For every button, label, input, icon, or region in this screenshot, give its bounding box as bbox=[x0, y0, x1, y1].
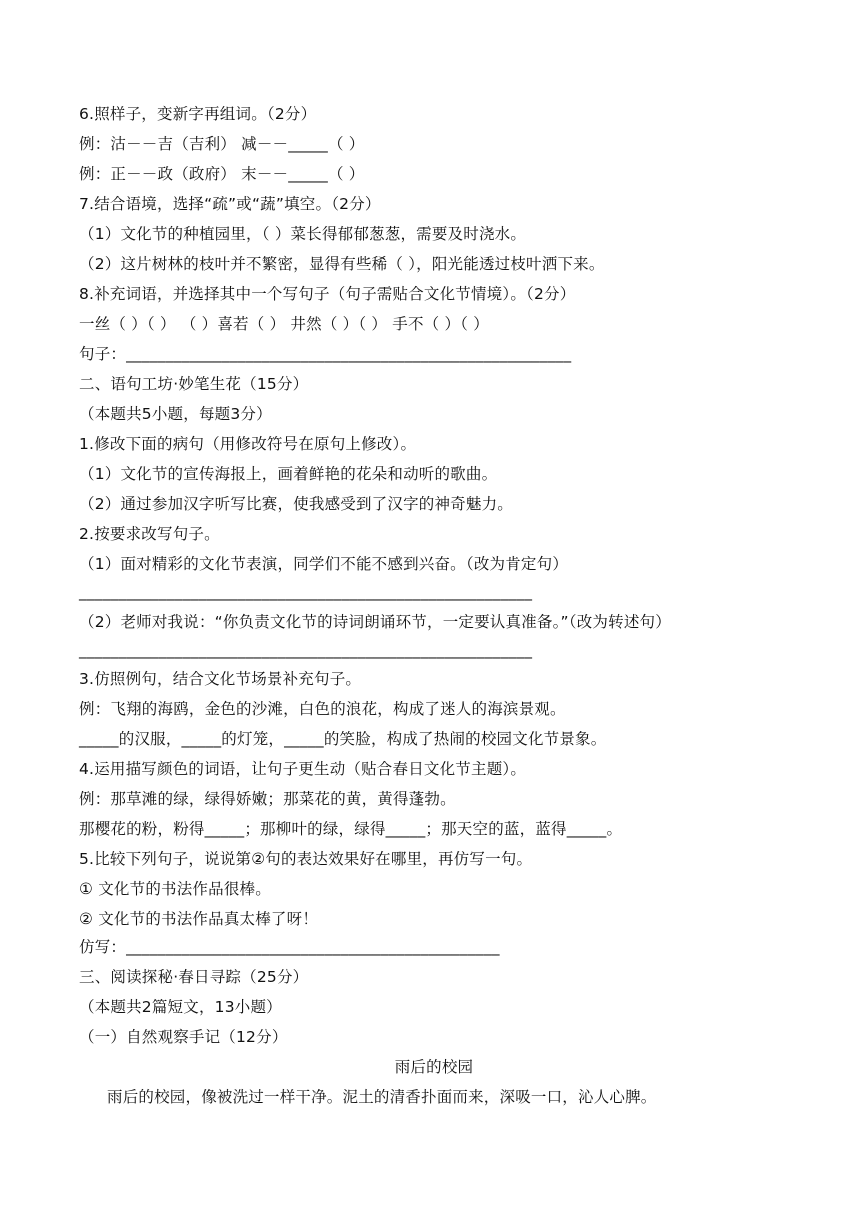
section-2-q3-example: 例：飞翔的海鸥，金色的沙滩，白色的浪花，构成了迷人的海滨景观。 bbox=[79, 700, 566, 718]
section-3-heading: 三、阅读探秘·春日寻踪（25分） bbox=[79, 968, 309, 986]
section-2-q5-imitation-line: 仿写：_______________________________________________ bbox=[79, 938, 500, 956]
question-7-title: 7.结合语境，选择“疏”或“蔬”填空。（2分） bbox=[79, 195, 381, 213]
section-2-q4-fill: 那樱花的粉，粉得_____；那柳叶的绿，绿得_____；那天空的蓝，蓝得_____。 bbox=[79, 820, 623, 838]
section-2-q5-title: 5.比较下列句子，说说第②句的表达效果好在哪里，再仿写一句。 bbox=[79, 850, 533, 868]
question-8-title: 8.补充词语，并选择其中一个写句子（句子需贴合文化节情境）。（2分） bbox=[79, 285, 576, 303]
section-2-q4-title: 4.运用描写颜色的词语，让句子更生动（贴合春日文化节主题）。 bbox=[79, 760, 527, 778]
section-2-q1-item-1: （1）文化节的宣传海报上，画着鲜艳的花朵和动听的歌曲。 bbox=[79, 465, 498, 483]
section-2-note: （本题共5小题，每题3分） bbox=[79, 405, 272, 423]
question-6-example-1: 例：沽－－吉（吉利） 减－－_____（ ） bbox=[79, 135, 365, 153]
question-6-example-2: 例：正－－政（政府） 末－－_____（ ） bbox=[79, 165, 365, 183]
section-2-q1-title: 1.修改下面的病句（用修改符号在原句上修改）。 bbox=[79, 435, 417, 453]
section-2-q5-sentence-2: ② 文化节的书法作品真太棒了呀！ bbox=[79, 910, 319, 928]
section-2-q3-fill: _____的汉服，_____的灯笼，_____的笑脸，构成了热闹的校园文化节景象。 bbox=[79, 730, 607, 748]
question-8-sentence-line: 句子：________________________________________________________ bbox=[79, 345, 572, 363]
section-2-heading: 二、语句工坊·妙笔生花（15分） bbox=[79, 375, 309, 393]
section-2-q5-sentence-1: ① 文化节的书法作品很棒。 bbox=[79, 880, 271, 898]
section-2-q2-title: 2.按要求改写句子。 bbox=[79, 525, 220, 543]
passage-paragraph-1: 雨后的校园，像被洗过一样干净。泥土的清香扑面而来，深吸一口，沁人心脾。 bbox=[107, 1088, 657, 1106]
section-2-q2-item-2: （2）老师对我说：“你负责文化节的诗词朗诵环节，一定要认真准备。”（改为转述句） bbox=[79, 613, 671, 631]
answer-line: _________________________________________________________ bbox=[79, 583, 533, 601]
question-7-item-1: （1）文化节的种植园里，（ ）菜长得郁郁葱葱，需要及时浇水。 bbox=[79, 225, 527, 243]
reading-1-title: （一）自然观察手记（12分） bbox=[79, 1028, 288, 1046]
section-2-q1-item-2: （2）通过参加汉字听写比赛，使我感受到了汉字的神奇魅力。 bbox=[79, 495, 513, 513]
passage-title: 雨后的校园 bbox=[394, 1058, 474, 1076]
section-2-q2-item-1: （1）面对精彩的文化节表演，同学们不能不感到兴奋。（改为肯定句） bbox=[79, 555, 569, 573]
section-3-note: （本题共2篇短文，13小题） bbox=[79, 998, 282, 1016]
question-6-title: 6.照样子，变新字再组词。（2分） bbox=[79, 105, 317, 123]
answer-line: _________________________________________________________ bbox=[79, 641, 533, 659]
question-7-item-2: （2）这片树林的枝叶并不繁密，显得有些稀（ ），阳光能透过枝叶洒下来。 bbox=[79, 255, 605, 273]
section-2-q3-title: 3.仿照例句，结合文化节场景补充句子。 bbox=[79, 670, 362, 688]
question-8-words: 一丝（ ）（ ） （ ）喜若（ ） 井然（ ）（ ） 手不（ ）（ ） bbox=[79, 315, 489, 333]
section-2-q4-example: 例：那草滩的绿，绿得娇嫩；那菜花的黄，黄得蓬勃。 bbox=[79, 790, 456, 808]
